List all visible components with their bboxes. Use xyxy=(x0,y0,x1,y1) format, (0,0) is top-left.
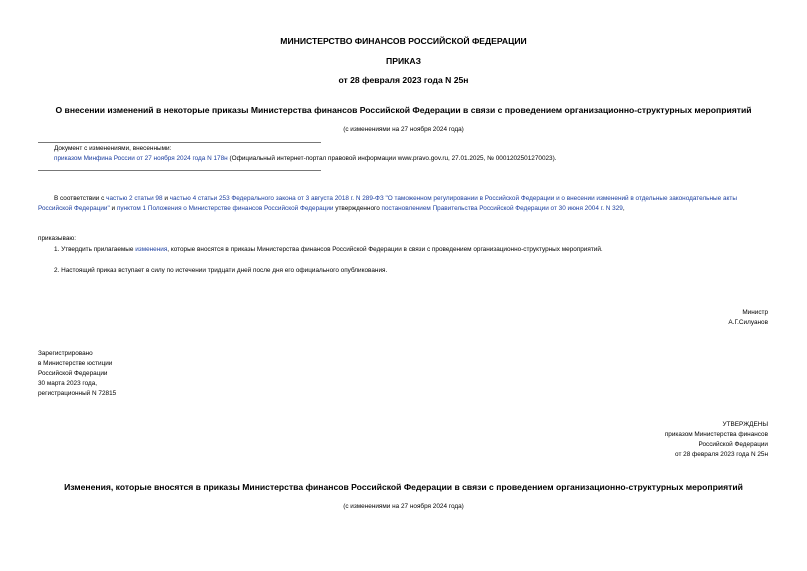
registration-line: в Министерстве юстиции xyxy=(38,360,113,367)
preamble-text: В соответствии с xyxy=(54,195,107,202)
registration-line: 30 марта 2023 года, xyxy=(38,380,98,387)
approved-line: приказом Министерства финансов xyxy=(664,431,768,438)
annex-amended-note: (с изменениями на 27 ноября 2024 года) xyxy=(343,503,464,510)
divider-bottom xyxy=(38,170,321,171)
annex-title: Изменения, которые вносятся в приказы Министерства финансов Российской Федерации в связи с проведением организационно-структурных мероприятий xyxy=(64,482,743,492)
approved-line: от 28 февраля 2023 года N 25н xyxy=(675,451,768,458)
order-item-1 xyxy=(54,246,603,253)
preamble-text: и xyxy=(162,195,170,202)
signature-position: Министр xyxy=(742,309,768,316)
ministry-heading: МИНИСТЕРСТВО ФИНАНСОВ РОССИЙСКОЙ ФЕДЕРАЦИИ xyxy=(280,36,527,46)
changes-line xyxy=(54,155,557,162)
preamble-paragraph xyxy=(38,194,770,213)
government-decree-link[interactable]: постановлением Правительства Российской Федерации от 30 июня 2004 г. N 329 xyxy=(381,204,623,212)
approved-line: Российской Федерации xyxy=(698,441,768,448)
registration-line: регистрационный N 72815 xyxy=(38,390,117,397)
preamble-text: и xyxy=(109,204,117,212)
amendment-link[interactable]: приказом Минфина России от 27 ноября 2024 года N 178н xyxy=(54,155,228,162)
changes-source: (Официальный интернет-портал правовой информации www.pravo.gov.ru, 27.01.2025, № 0001202501270023). xyxy=(227,155,557,162)
divider-top xyxy=(38,142,321,143)
law-link-article-98[interactable]: частью 2 статьи 98 xyxy=(106,195,163,202)
amended-note: (с изменениями на 27 ноября 2024 года) xyxy=(343,126,464,133)
order-item-1-text: 1. Утвердить прилагаемые xyxy=(54,246,136,253)
changes-link[interactable]: изменения xyxy=(135,246,168,253)
order-date: от 28 февраля 2023 года N 25н xyxy=(338,75,469,85)
orders-word: приказываю: xyxy=(38,235,76,242)
changes-intro: Документ с изменениями, внесенными: xyxy=(54,145,172,152)
document-title: О внесении изменений в некоторые приказы Министерства финансов Российской Федерации в связи с проведением организационно-структурных мероприятий xyxy=(55,105,752,115)
registration-line: Зарегистрировано xyxy=(38,350,93,357)
regulation-link[interactable]: пунктом 1 Положения о Министерстве финансов Российской Федерации xyxy=(116,204,334,212)
order-word: ПРИКАЗ xyxy=(386,56,421,66)
order-item-2: 2. Настоящий приказ вступает в силу по истечении тридцати дней после дня его официального опубликования. xyxy=(54,267,388,274)
preamble-text: , xyxy=(622,204,625,212)
registration-line: Российской Федерации xyxy=(38,370,108,377)
preamble-text: утвержденного xyxy=(333,204,382,212)
approved-line: УТВЕРЖДЕНЫ xyxy=(722,421,768,428)
law-link-article-253[interactable]: частью 4 статьи 253 Федерального закона от 3 августа 2018 г. N 289-ФЗ "О таможенном регулировании в Российской Федерации и о внесении изменений в отдельные законодательные акты Российской Федерации" xyxy=(38,195,737,212)
signature-name: А.Г.Силуанов xyxy=(728,319,768,326)
order-item-1-text: , которые вносятся в приказы Министерства финансов Российской Федерации в связи с проведением организационно-структурных мероприятий. xyxy=(167,246,603,253)
